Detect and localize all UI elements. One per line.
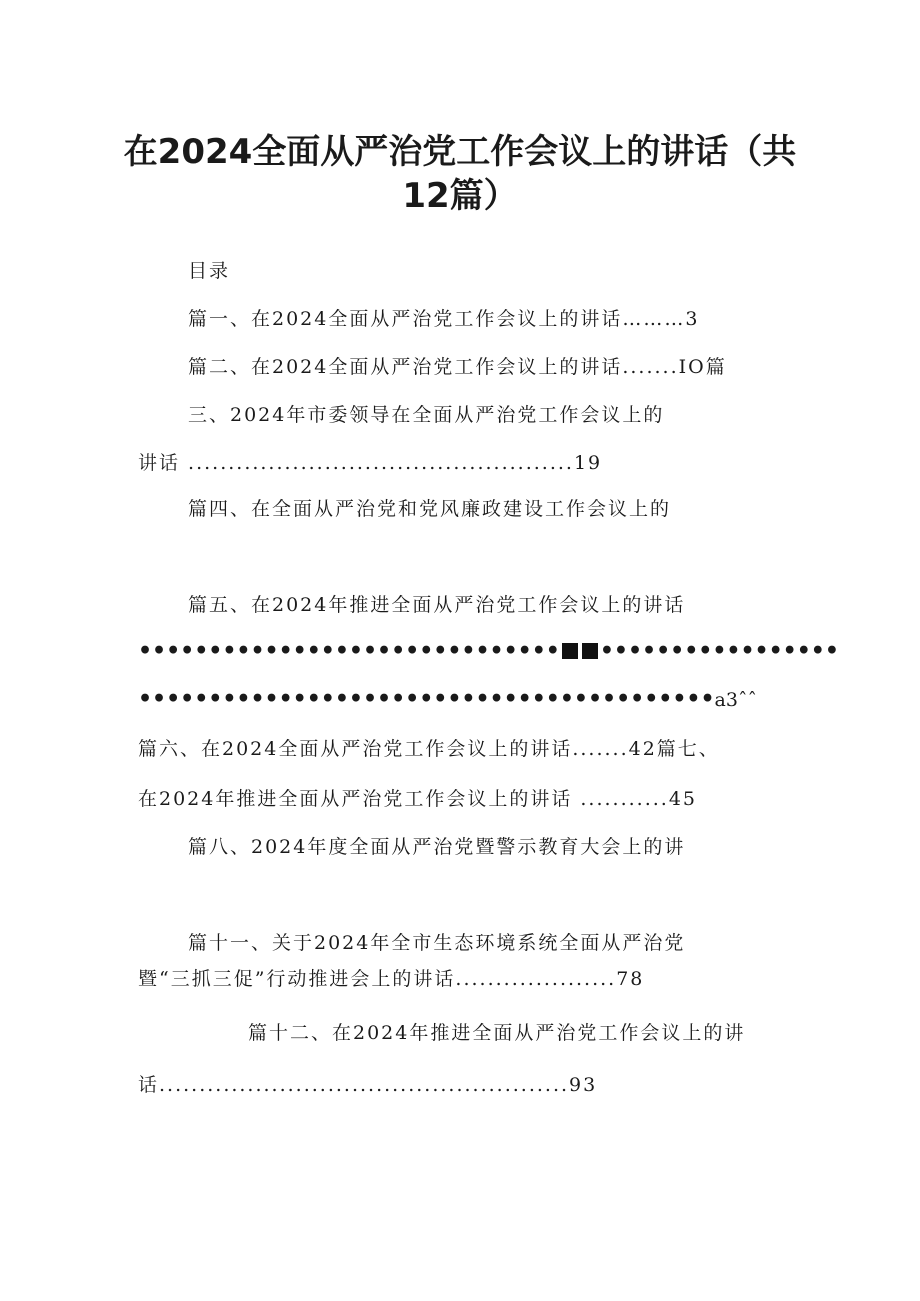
toc-entry-1: 篇一、在2024全面从严治党工作会议上的讲话………3 [188, 308, 700, 330]
toc-entry-6: 篇六、在2024全面从严治党工作会议上的讲话.......42篇七、 [138, 738, 720, 760]
toc-entry-3-line-1: 三、2024年市委领导在全面从严治党工作会议上的 [188, 404, 665, 426]
leader-dots: ••••••••••••••••••••••••••••••••••••••••• [138, 686, 715, 712]
toc-entry-12-line-1: 篇十二、在2024年推进全面从严治党工作会议上的讲 [248, 1022, 746, 1044]
toc-heading: 目录 [188, 260, 231, 282]
leader-dots-right: ••••••••••••••••• [599, 638, 839, 664]
toc-entry-8: 篇八、2024年度全面从严治党暨警示教育大会上的讲 [188, 836, 686, 858]
toc-entry-12-line-2: 话...................................................93 [138, 1074, 598, 1096]
document-title-line-1: 在2024全面从严治党工作会议上的讲话（共 [123, 132, 797, 172]
page-number-garbled: a3ˆˆ [714, 689, 757, 711]
toc-entry-7: 在2024年推进全面从严治党工作会议上的讲话 ...........45 [138, 788, 698, 810]
toc-entry-11-line-2: 暨“三抓三促”行动推进会上的讲话....................78 [138, 968, 645, 990]
toc-entry-11-line-1: 篇十一、关于2024年全市生态环境系统全面从严治党 [188, 932, 686, 954]
toc-entry-2: 篇二、在2024全面从严治党工作会议上的讲话.......IO篇 [188, 356, 727, 378]
document-title-line-2: 12篇） [402, 176, 518, 216]
toc-entry-5-leader-dots-2 [138, 686, 757, 713]
toc-entry-5-leader-dots [138, 638, 839, 664]
toc-entry-4: 篇四、在全面从严治党和党风廉政建设工作会议上的 [188, 498, 672, 520]
black-square-icon [562, 643, 578, 659]
toc-entry-3-line-2: 讲话 ................................................19 [138, 452, 603, 474]
leader-dots-left: •••••••••••••••••••••••••••••• [138, 638, 560, 664]
black-square-icon [582, 643, 598, 659]
toc-entry-5: 篇五、在2024年推进全面从严治党工作会议上的讲话 [188, 594, 686, 616]
